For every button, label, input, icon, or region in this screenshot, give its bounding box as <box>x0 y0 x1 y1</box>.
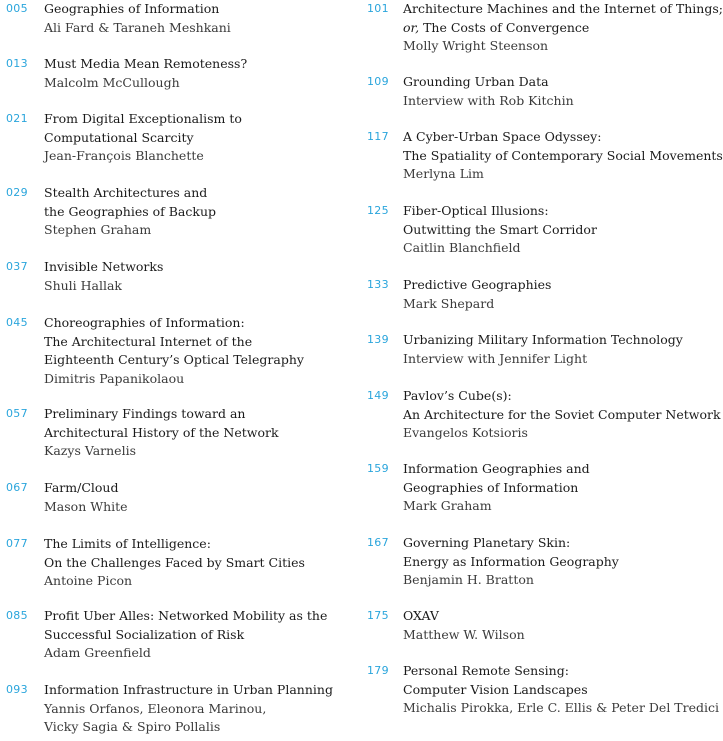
page-number: 109 <box>367 75 389 88</box>
entry-text <box>403 534 723 590</box>
entry-title-line: From Digital Exceptionalism to <box>44 111 242 126</box>
entry-author-line: Merlyna Lim <box>403 166 484 181</box>
entry-title-line: Preliminary Findings toward an <box>44 406 246 421</box>
page-number: 101 <box>367 2 389 15</box>
entry-author-line: Jean-François Blanchette <box>44 148 204 163</box>
entry-title-line: Outwitting the Smart Corridor <box>403 221 597 237</box>
entry-title-line: Fiber-Optical Illusions: <box>403 203 549 218</box>
entry-title-line: the Geographies of Backup <box>44 203 217 219</box>
entry-text <box>44 607 355 663</box>
entry-author-line: Caitlin Blanchfield <box>403 240 521 255</box>
page-number: 093 <box>6 683 28 696</box>
entry-title-line: A Cyber-Urban Space Odyssey: <box>403 129 602 144</box>
entry-title-line: or, The Costs of Convergence <box>403 19 590 35</box>
entry-text <box>44 0 355 37</box>
entry-title-line: Personal Remote Sensing: <box>403 663 569 678</box>
entry-title-line: Urbanizing Military Information Technology <box>403 332 683 347</box>
entry-author-line: Molly Wright Steenson <box>403 38 549 53</box>
page-number: 037 <box>6 260 28 273</box>
entry-title-line: Farm/Cloud <box>44 480 119 495</box>
entry-text <box>403 0 723 56</box>
entry-author-line: Stephen Graham <box>44 222 152 237</box>
page-number: 021 <box>6 112 28 125</box>
entry-text <box>403 662 723 718</box>
page-number: 179 <box>367 664 389 677</box>
entry-text <box>44 681 355 737</box>
entry-title-line: Geographies of Information <box>403 479 579 495</box>
entry-title-line: Pavlov’s Cube(s): <box>403 388 512 403</box>
entry-text <box>44 405 355 461</box>
entry-title-line: Information Infrastructure in Urban Planning <box>44 682 333 697</box>
entry-title-line: Choreographies of Information: <box>44 315 245 330</box>
entry-author-line: Shuli Hallak <box>44 277 123 293</box>
entry-author-line: Interview with Jennifer Light <box>403 350 588 366</box>
entry-author-line: Benjamin H. Bratton <box>403 572 534 587</box>
page-number: 125 <box>367 204 389 217</box>
entry-title-line: Information Geographies and <box>403 461 590 476</box>
entry-title-line: On the Challenges Faced by Smart Cities <box>44 554 305 570</box>
entry-title-line: Architecture Machines and the Internet of Things; <box>403 1 723 16</box>
entry-title-line: Must Media Mean Remoteness? <box>44 56 248 71</box>
entry-author-line: Dimitris Papanikolaou <box>44 370 185 386</box>
entry-title-line: Geographies of Information <box>44 1 220 16</box>
entry-title-line: An Architecture for the Soviet Computer Network <box>403 406 721 422</box>
page-number: 159 <box>367 462 389 475</box>
entry-title-line: OXAV <box>403 608 439 623</box>
entry-title-line: The Limits of Intelligence: <box>44 536 211 551</box>
entry-author-line: Adam Greenfield <box>44 645 151 660</box>
entry-text <box>403 460 723 516</box>
page-number: 045 <box>6 316 28 329</box>
entry-author-line: Vicky Sagia & Spiro Pollalis <box>44 719 221 734</box>
entry-title-line: Governing Planetary Skin: <box>403 535 571 550</box>
entry-text <box>403 73 723 110</box>
entry-author-line: Mark Graham <box>403 498 492 513</box>
entry-author-line: Ali Fard & Taraneh Meshkani <box>44 19 231 35</box>
entry-text <box>44 110 355 166</box>
entry-title-line: Computational Scarcity <box>44 129 194 145</box>
page-number: 149 <box>367 389 389 402</box>
page-number: 117 <box>367 130 389 143</box>
entry-author-line: Malcolm McCullough <box>44 74 180 90</box>
entry-text <box>44 258 355 295</box>
entry-title-line: The Spatiality of Contemporary Social Movements <box>403 147 723 163</box>
entry-text <box>403 387 723 443</box>
entry-author-line: Mason White <box>44 498 128 514</box>
page-number: 139 <box>367 333 389 346</box>
entry-title-line: Computer Vision Landscapes <box>403 681 588 697</box>
entry-author-line: Evangelos Kotsioris <box>403 425 528 440</box>
page-number: 167 <box>367 536 389 549</box>
entry-text <box>403 607 723 644</box>
entry-title-line: The Architectural Internet of the <box>44 333 253 349</box>
entry-title-line: Successful Socialization of Risk <box>44 626 245 642</box>
entry-text <box>44 55 355 92</box>
entry-author-line: Michalis Pirokka, Erle C. Ellis & Peter Del Tredici <box>403 700 719 715</box>
page-number: 077 <box>6 537 28 550</box>
entry-text <box>44 184 355 240</box>
entry-title-line: Invisible Networks <box>44 259 164 274</box>
entry-author-line: Matthew W. Wilson <box>403 626 525 642</box>
entry-title-line: Predictive Geographies <box>403 277 552 292</box>
page-number: 005 <box>6 2 28 15</box>
entry-author-line: Kazys Varnelis <box>44 443 136 458</box>
page-number: 133 <box>367 278 389 291</box>
entry-title-line: Energy as Information Geography <box>403 553 619 569</box>
entry-text <box>44 314 355 388</box>
entry-text <box>403 128 723 184</box>
page-number: 067 <box>6 481 28 494</box>
entry-author-line: Antoine Picon <box>44 573 133 588</box>
page-number: 057 <box>6 407 28 420</box>
entry-author-line: Yannis Orfanos, Eleonora Marinou, <box>44 700 267 716</box>
entry-title-line: Eighteenth Century’s Optical Telegraphy <box>44 352 304 367</box>
entry-text <box>403 331 723 368</box>
entry-title-line: Architectural History of the Network <box>44 424 279 440</box>
entry-title-line: Profit Uber Alles: Networked Mobility as the <box>44 608 328 623</box>
entry-text <box>44 479 355 516</box>
page-number: 175 <box>367 609 389 622</box>
page-number: 085 <box>6 609 28 622</box>
entry-title-line: Stealth Architectures and <box>44 185 208 200</box>
entry-text <box>403 276 723 313</box>
entry-text <box>44 535 355 591</box>
page-number: 013 <box>6 57 28 70</box>
entry-author-line: Interview with Rob Kitchin <box>403 92 574 108</box>
entry-title-line: Grounding Urban Data <box>403 74 549 89</box>
page-number: 029 <box>6 186 28 199</box>
entry-author-line: Mark Shepard <box>403 295 495 311</box>
entry-text <box>403 202 723 258</box>
